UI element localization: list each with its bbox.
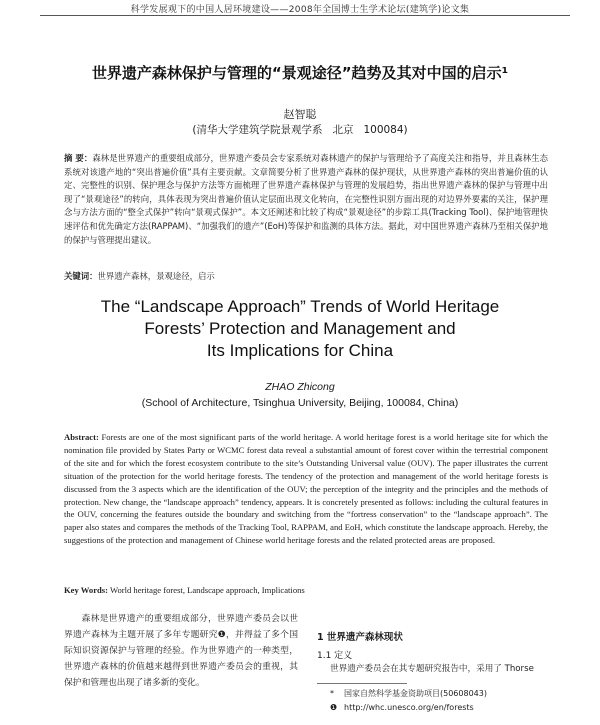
footnote <box>330 688 487 699</box>
footnote-text: 国家自然科学基金资助项目(50608043) <box>344 689 487 698</box>
english-abstract <box>64 431 548 547</box>
english-keywords <box>64 585 548 595</box>
footnote-link[interactable]: http://whc.unesco.org/en/forests <box>344 703 474 712</box>
footnote-marker: * <box>330 689 334 698</box>
english-keywords-label: Key Words: <box>64 585 109 595</box>
body-right-column: 世界遗产委员会在其专题研究报告中，采用了 Thorse <box>330 664 534 674</box>
english-title <box>40 296 560 362</box>
chinese-title: 世界遗产森林保护与管理的“景观途径”趋势及其对中国的启示¹ <box>91 64 509 82</box>
english-author: ZHAO Zhicong <box>265 381 335 393</box>
english-title-line: Forests’ Protection and Management and <box>144 319 456 338</box>
running-header: 科学发展观下的中国人居环境建设——2008年全国博士生学术论坛(建筑学)论文集 <box>130 5 470 15</box>
footnote-rule <box>317 683 407 684</box>
footnote <box>330 703 474 712</box>
section-heading: 1 世界遗产森林现状 <box>317 632 403 643</box>
english-title-line: Its Implications for China <box>206 341 394 360</box>
body-left-column: 森林是世界遗产的重要组成部分，世界遗产委员会以世界遗产森林为主题开展了多年专题研究❶，并得益了多个国际知识资源保护与管理的经验。作为世界遗产的一种类型，世界遗产森林的价值越来越得到世界遗产委员会的重视，其保护和管理也出现了诸多新的变化。 <box>64 614 298 688</box>
chinese-keywords-label: 关键词： <box>64 271 98 281</box>
chinese-abstract-text: 森林是世界遗产的重要组成部分，世界遗产委员会专家系统对森林遗产的保护与管理给予了高度关注和指导，并且森林生态系统对该遗产地的“突出普遍价值”具有主要贡献。文章简要分析了世界遗产森林的保护现状，从世界遗产森林的突出普遍价值的认定、完整性的识别、保护理念与保护方法等方面梳理了世界遗产森林保护与管理的发展趋势，指出世界遗产森林的保护与管理中出现了“景观途径”的转向，具体表现为突出普遍价值认定层面出现文化转向，在完整性识别方面出现的对边界外要素的关注，保护理念与方法方面的“整全式保护”转向“景观式保护”。本文还阐述和比较了构成“景观途径”的步踪工具(Tracking Tool)、保护地管理快速评估和优先确定方法(RAPPAM)、“加强我们的遗产”(EoH)等保护和监测的具体方法。据此，对中国世界遗产森林乃至相关保护地的保护与管理提出建议。 <box>64 153 549 245</box>
header-rule <box>40 15 570 16</box>
english-affiliation: (School of Architecture, Tsinghua University, Beijing, 100084, China) <box>141 397 459 409</box>
english-title-line: The “Landscape Approach” Trends of World Heritage <box>100 297 500 316</box>
chinese-affiliation: (清华大学建筑学院景观学系 北京 100084) <box>192 124 408 136</box>
chinese-keywords-text: 世界遗产森林，景观途径，启示 <box>97 271 215 281</box>
chinese-abstract <box>64 152 548 247</box>
chinese-author: 赵智聪 <box>283 108 317 121</box>
english-abstract-text: Forests are one of the most significant parts of the world heritage. A world heritage forest is a world heritage site for which the nomination file provided by States Party or WCMC forest data reveal a substantial amount of forest cover within the terrestrial component of the site and for which the forest ecosystem contribute to the site’s Outstanding Universal value (OUV). The paper illustrates the current situation of the protection for the world heritage forests. The tendency of the protection and management of the world heritage forests is discussed from the 3 aspects which are the identification of the OUV; the perception of the integrity and the principles and the methods of protection. New change, the “landscape approach” tendency, appears. It is concretely presented as follows: including the cultural features in the OUV, concerning the features outside the boundary and switching from the “fortress conservation” to the “landscape approach”. The paper also states and compares the methods of the Tracking Tool, RAPPAM, and EoH, which constitute the landscape approach. Hereby, the suggestions of the protection and management of Chinese world heritage forests and the related protected areas are proposed. <box>64 432 548 546</box>
english-keywords-text: World heritage forest, Landscape approach, Implications <box>110 585 305 595</box>
english-abstract-label: Abstract: <box>64 432 99 442</box>
chinese-keywords <box>64 270 548 283</box>
chinese-abstract-label: 摘 要： <box>64 153 93 163</box>
subsection-heading: 1.1 定义 <box>317 651 353 661</box>
footnote-marker: ❶ <box>330 703 338 712</box>
